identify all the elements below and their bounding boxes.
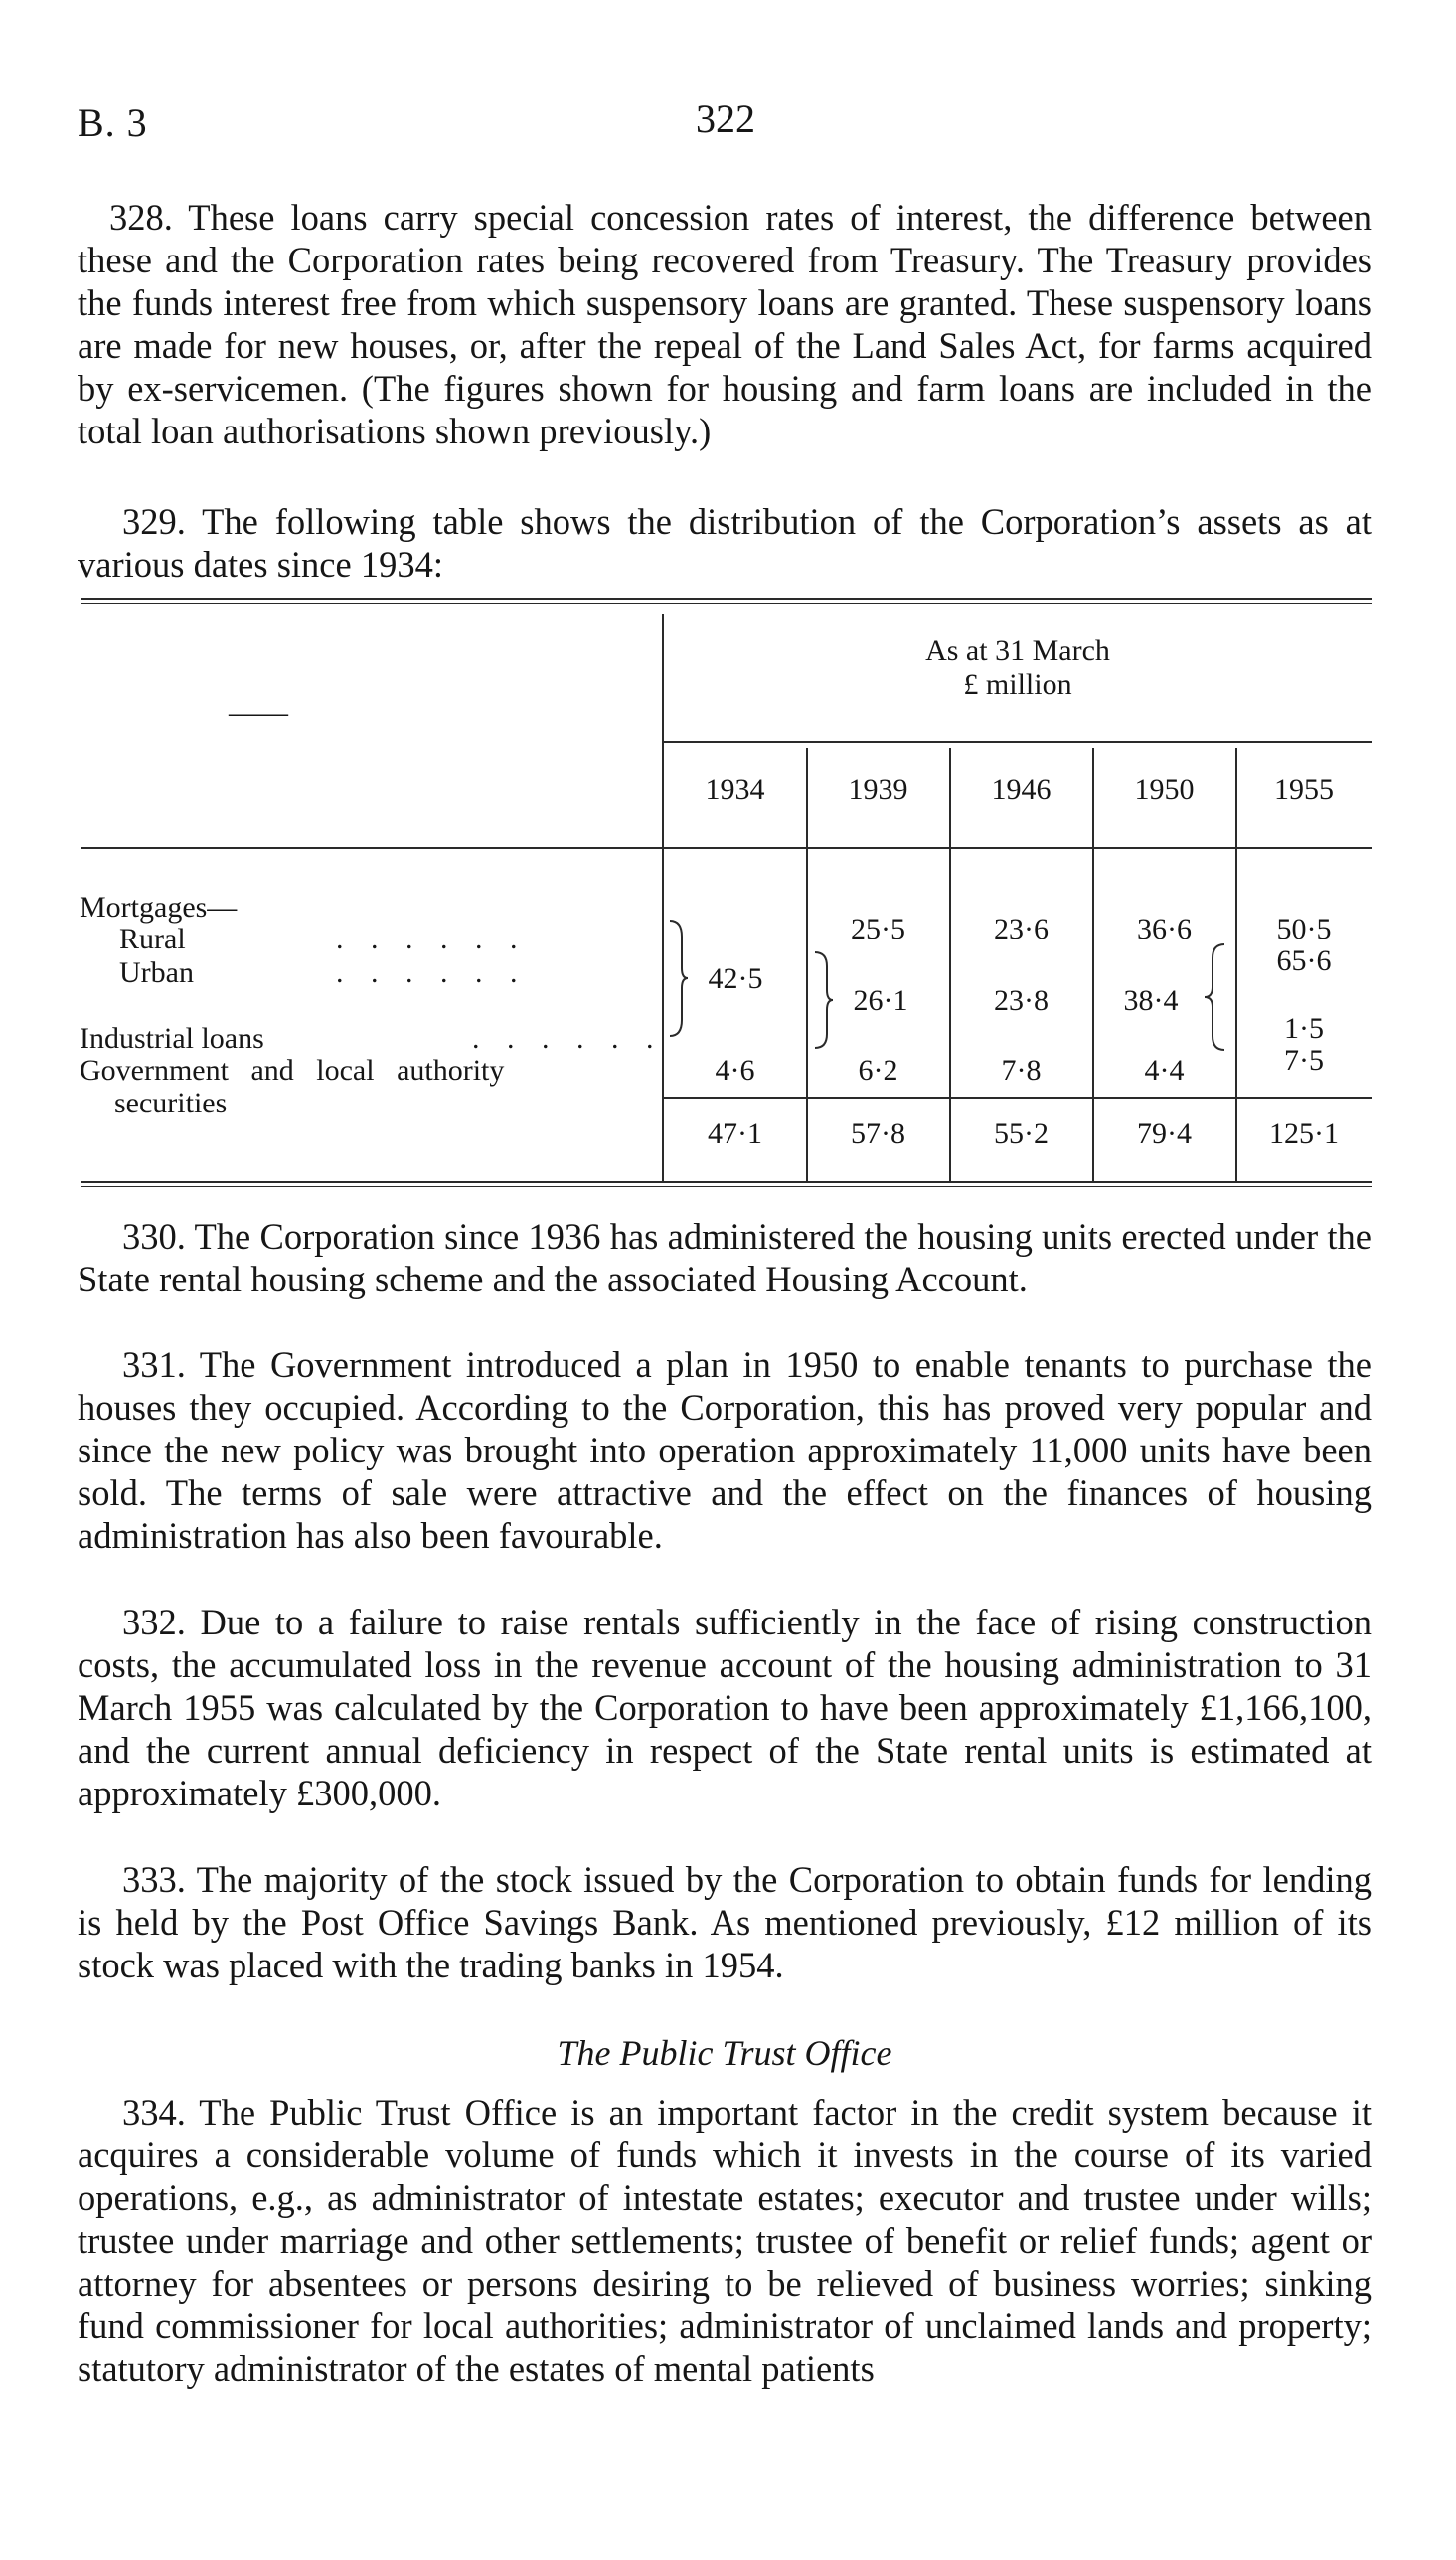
group-header-date: As at 31 March [925,634,1110,667]
section-heading: The Public Trust Office [557,2033,892,2073]
cell-1939-total: 57·8 [851,1117,905,1150]
cell-1939-government: 6·2 [858,1054,898,1087]
cell-1950-rural: 36·6 [1137,913,1192,945]
cell-1946-urban: 23·8 [994,984,1049,1017]
stub-header: —— [229,696,288,729]
brace-1950 [1203,942,1226,1052]
paragraph-329: 329. The following table shows the distribution of the Corporation’s assets as at various dates since 1934: [78,501,1372,585]
leader-dots: . . . . . . [336,923,528,955]
row-label-urban: Urban [119,956,194,989]
cell-1955-urban: 65·6 [1276,944,1332,977]
cell-1955-government: 7·5 [1284,1044,1324,1077]
cell-1955-rural: 50·5 [1276,913,1332,945]
row-label-government-securities: Government and local authority [80,1054,505,1087]
cell-1955-total: 125·1 [1269,1117,1339,1150]
table-header-rule [81,847,1372,849]
column-header-year: 1946 [991,773,1052,806]
table-col-divider [806,748,808,1181]
row-label-industrial-loans: Industrial loans [80,1022,264,1055]
cell-1946-total: 55·2 [994,1117,1049,1150]
cell-1946-government: 7·8 [1001,1054,1042,1087]
column-header-year: 1934 [705,773,765,806]
cell-1955-industrial: 1·5 [1284,1012,1324,1045]
table-col-divider [1092,748,1094,1181]
paragraph-331: 331. The Government introduced a plan in 1950 to enable tenants to purchase the houses they occupied. According to the Corporation, this has proved very popular and since the new policy was brought into operation approximately 11,000 units have been sold. The terms of sale were attractive and the effect on the finances of housing administration has also been favourable. [78,1344,1372,1556]
column-header-year: 1955 [1274,773,1334,806]
table-total-rule [664,1097,1372,1099]
column-header-year: 1950 [1134,773,1195,806]
cell-1939-rural: 25·5 [851,913,905,945]
cell-1950-total: 79·4 [1137,1117,1192,1150]
table-top-rule-inner [81,603,1372,604]
cell-1934-mortgages: 42·5 [708,962,763,995]
document-series-label: B. 3 [78,100,148,145]
cell-1934-government: 4·6 [715,1054,755,1087]
brace-1934 [668,919,688,1038]
paragraph-330: 330. The Corporation since 1936 has administered the housing units erected under the State rental housing scheme and the associated Housing Account. [78,1216,1372,1299]
table-col-divider [949,748,951,1181]
brace-1939 [813,950,833,1050]
group-header-unit: £ million [963,668,1072,701]
cell-1939-urban-industrial: 26·1 [853,984,908,1017]
leader-dots: . . . . . . [336,956,528,989]
table-top-rule [81,598,1372,600]
table-bottom-rule-inner [81,1186,1372,1187]
page-number: 322 [696,96,755,141]
table-bottom-rule [81,1181,1372,1183]
paragraph-333: 333. The majority of the stock issued by the Corporation to obtain funds for lending is held by the Post Office Savings Bank. As mentioned previously, £12 million of its stock was placed with the trading banks in 1954. [78,1859,1372,1985]
row-label-mortgages: Mortgages— [80,891,238,924]
cell-1950-government: 4·4 [1144,1054,1185,1087]
row-label-government-securities-cont: securities [114,1087,228,1119]
leader-dots: . . . . . . [472,1022,664,1055]
column-header-year: 1939 [848,773,908,806]
table-group-rule [664,741,1372,743]
paragraph-328: 328. These loans carry special concession rates of interest, the difference between these and the Corporation rates being recovered from Treasury. The Treasury provides the funds interest free from which suspensory loans are granted. These suspensory loans are made for new houses, or, after the repeal of the Land Sales Act, for farms acquired by ex-servicemen. (The figures shown for housing and farm loans are included in the total loan authorisations shown previously.) [78,197,1372,451]
cell-1950-urban-industrial: 38·4 [1123,984,1179,1017]
cell-1946-rural: 23·6 [994,913,1049,945]
paragraph-332: 332. Due to a failure to raise rentals sufficiently in the face of rising construction costs, the accumulated loss in the revenue account of the housing administration to 31 March 1955 was calculated by the Corporation to have been approximately £1,166,100, and the current annual deficiency in respect of the State rental units is estimated at approximately £300,000. [78,1602,1372,1813]
cell-1934-total: 47·1 [708,1117,762,1150]
row-label-rural: Rural [119,923,186,955]
paragraph-334: 334. The Public Trust Office is an important factor in the credit system because it acquires a considerable volume of funds which it invests in the course of its varied operations, e.g., as administrator of intestate estates; executor and trustee under wills; trustee under marriage and other settlements; trustee of benefit or relief funds; agent or attorney for absentees or persons desiring to be relieved of business worries; sinking fund commissioner for local authorities; administrator of unclaimed lands and property; statutory administrator of the estates of mental patients [78,2092,1372,2389]
